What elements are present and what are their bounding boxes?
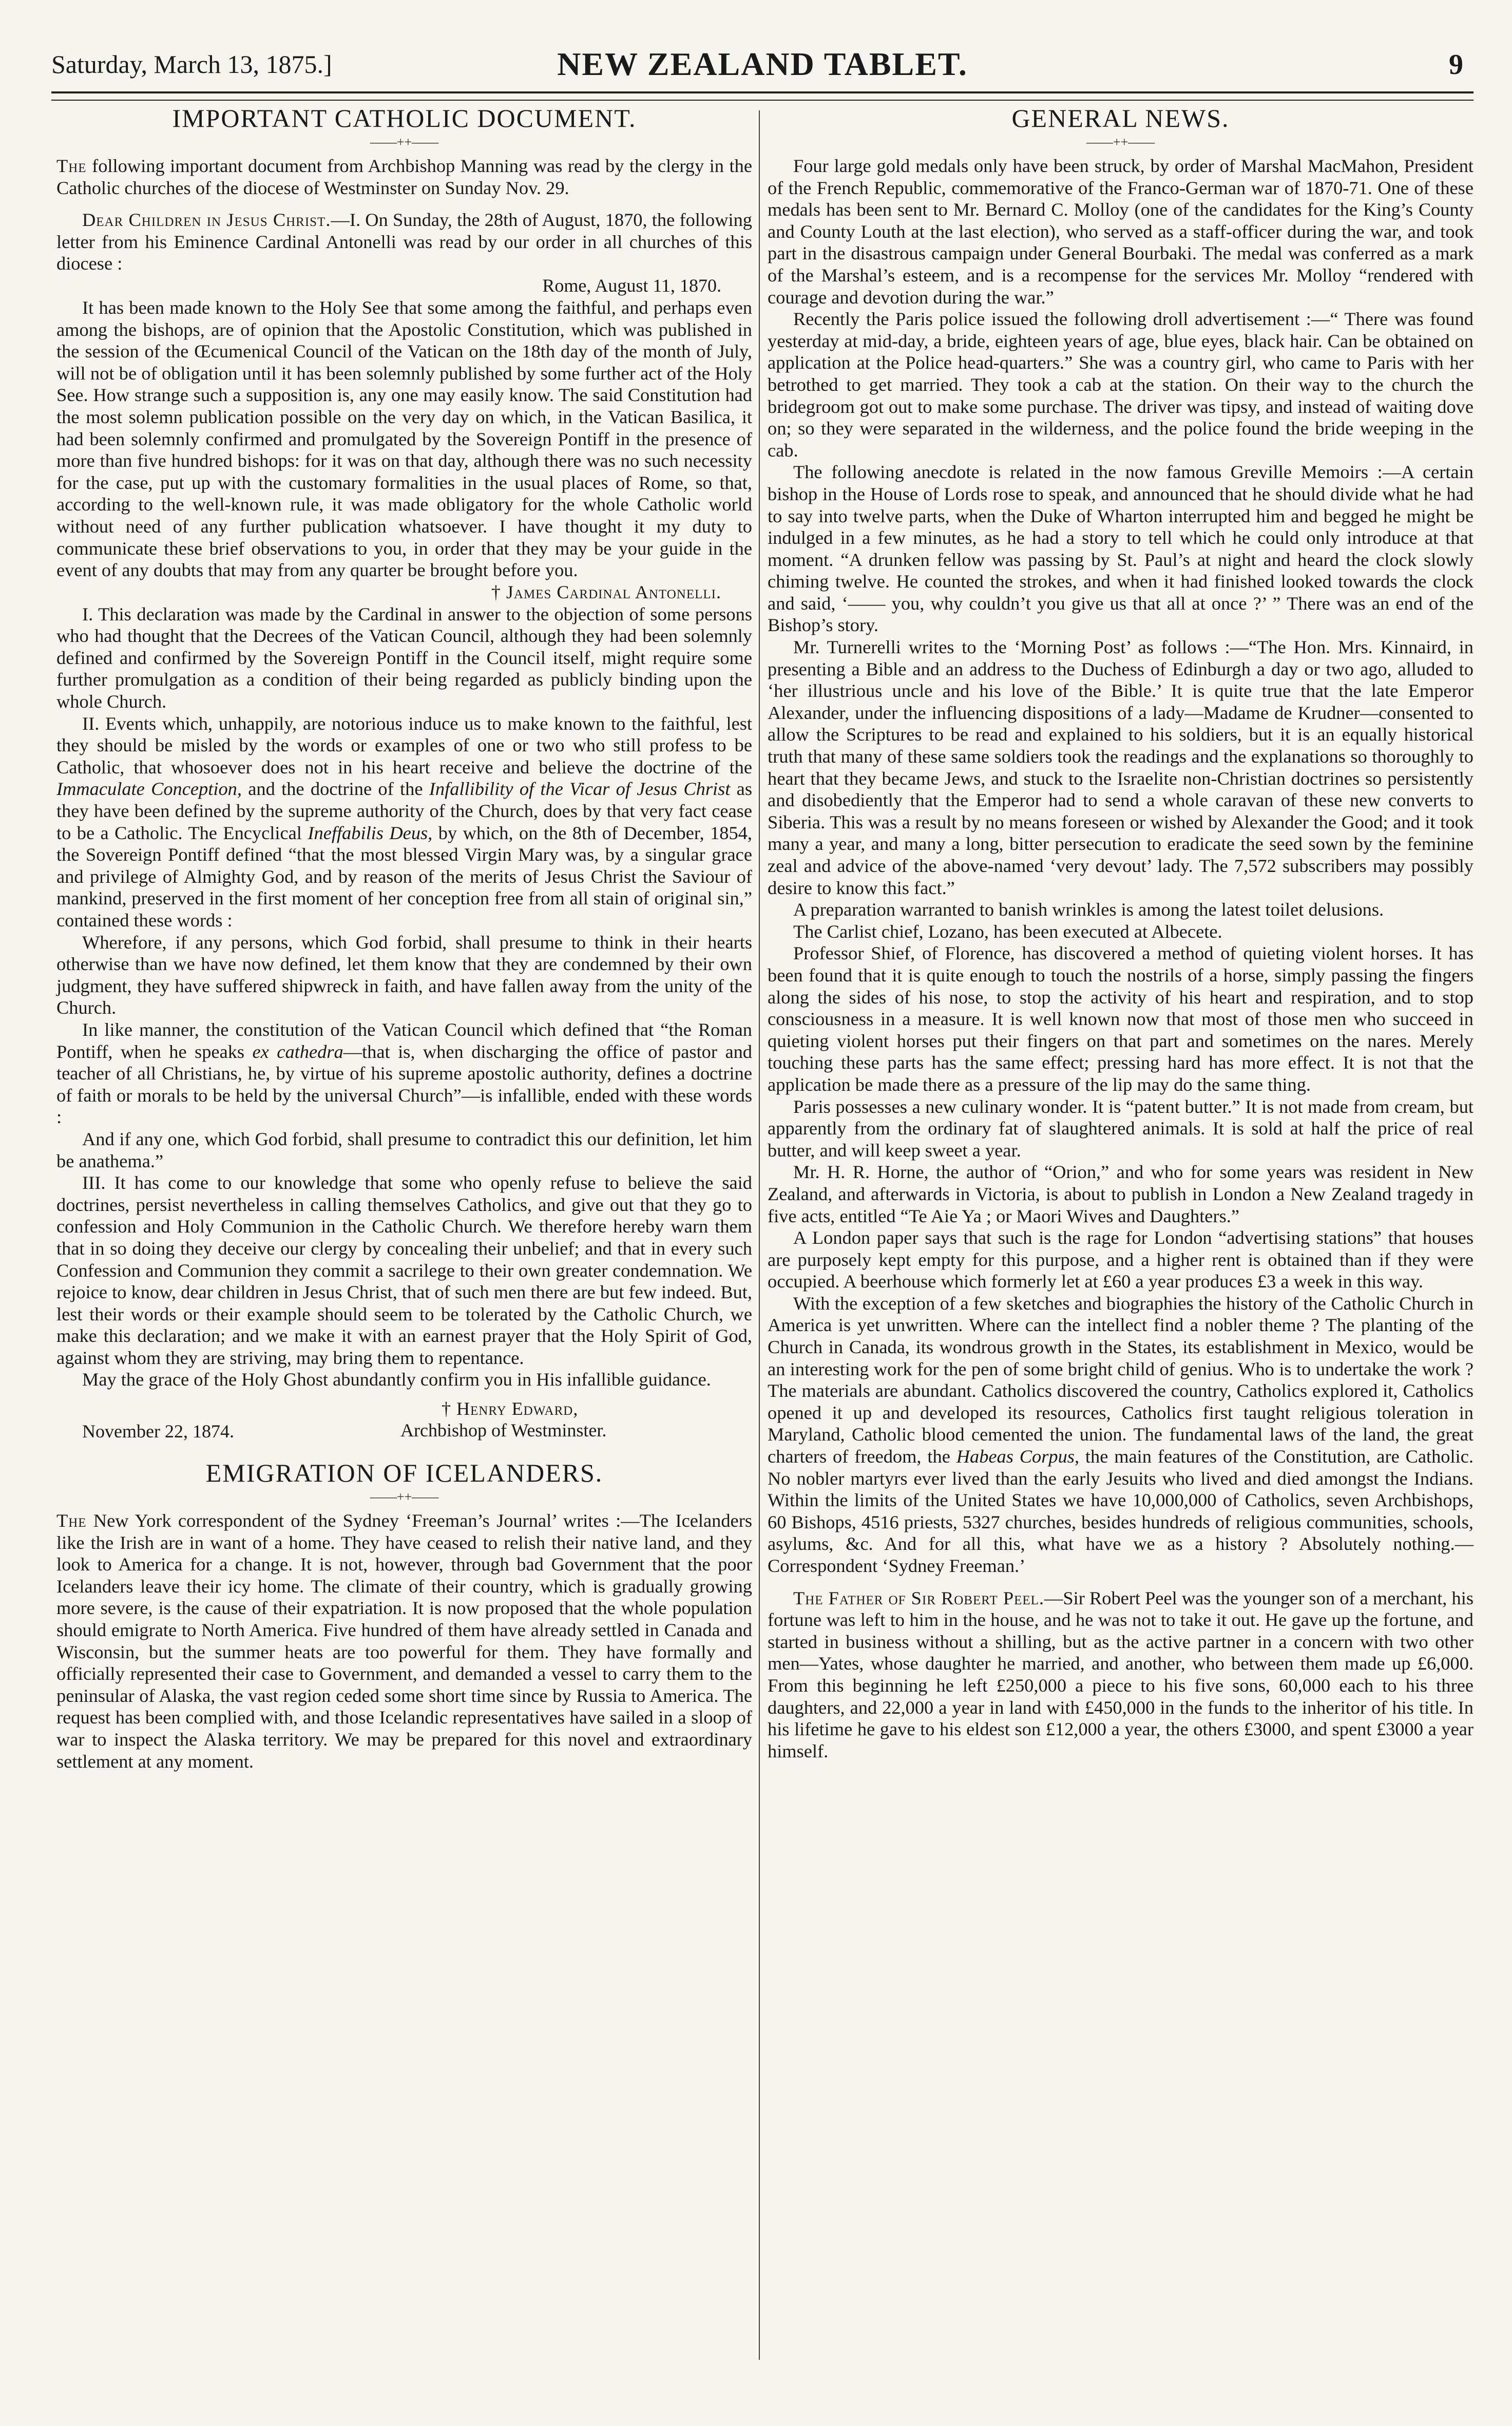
column-divider bbox=[759, 110, 760, 2360]
signature-title: Archbishop of Westminster. bbox=[400, 1420, 607, 1441]
news-item-shief: Professor Shief, of Florence, has discovered a method of quieting violent horses. It has been found that it is quite enough to touch the nostrils of a horse, simply passing the fingers along the sides of his nose, to stop the activity of his heart and respiration, and to stop consciousness in a measure. It is well known now that most of those men who succeed in quieting violent horses put their fingers on that part and sometimes on the nares. Merely touching these parts has the same effect; pressing hard has more effect. It is not that the application be made there as a pressure of the lip may do the same thing. bbox=[768, 943, 1473, 1095]
left-column bbox=[56, 102, 752, 1772]
issue-date: Saturday, March 13, 1875.] bbox=[51, 50, 332, 79]
news-item-turnerelli: Mr. Turnerelli writes to the ‘Morning Post’ as follows :—“The Hon. Mrs. Kinnaird, in presenting a Bible and an address to the Duchess of Edinburgh a day or two ago, alluded to ‘her illustrious uncle and his love of the Bible.’ It is quite true that the late Emperor Alexander, under the influencing dispositions of a lady—Madame de Krudner—consented to allow the Scriptures to be read and explained to his soldiers, but it is an equally historical truth that many of these same soldiers took the readings and the explanations so thoroughly to heart that they became Jews, and stuck to the Israelite non-Christian doctrines so persistently and disobediently that the Emperor had to send a whole caravan of these new converts to Siberia. This was a result by no means foreseen or wished by Alexander the Good; and it took many a year, and many a long, bitter persecution to eradicate the seed sown by the feminine zeal and advice of the above-named ‘very devout’ lady. The 7,572 subscribers may possibly desire to know this fact.” bbox=[768, 637, 1473, 898]
icelanders-paragraph: The New York correspondent of the Sydney ‘Freeman’s Journal’ writes :—The Icelanders like the Irish are in want of a home. They have ceased to relish their native land, and they look to America for a change. It is not, however, through bad Government that the poor Icelanders leave their icy home. The climate of their country, which is gradually growing more severe, is the cause of their expatriation. It is now proposed that the whole population should emigrate to North America. Five hundred of them have already settled in Canada and Wisconsin, but the summer heats are too powerful for them. They have formally and officially represented their case to Government, and demanded a vessel to carry them to the peninsular of Alaska, the vast region ceded some short time since by Russia to America. The request has been complied with, and those Icelandic representatives have sailed in a sloop of war to inspect the Alaska territory. We may be prepared for this novel and extraordinary settlement at any moment. bbox=[56, 1510, 752, 1772]
paragraph-like-manner: In like manner, the constitution of the Vatican Council which defined that “the Roman Pontiff, when he speaks ex cathedra—that is, when discharging the office of pastor and teacher of all Christians, he, by virtue of his supreme apostolic authority, defines a doctrine of faith or morals to be held by the universal Church”—is infallible, ended with these words : bbox=[56, 1019, 752, 1128]
signature-antonelli: † James Cardinal Antonelli. bbox=[491, 581, 721, 602]
paragraph-grace: May the grace of the Holy Ghost abundantly confirm you in His infallible guidance. bbox=[82, 1369, 711, 1390]
letter-body: It has been made known to the Holy See that some among the faithful, and perhaps even among the bishops, are of opinion that the Apostolic Constitution, which was published in the session of the Œcumenical Council of the Vatican on the 18th day of the month of July, will not be of obligation until it has been solemnly published by some further act of the Holy See. How strange such a supposition is, any one may easily know. The said Constitution had the most solemn publication possible on the very day on which, in the Vatican Basilica, it had been solemnly confirmed and promulgated by the Sovereign Pontiff in the presence of more than five hundred bishops: for it was on that day, although there was no such necessity for the case, put up with the customary formalities in the usual places of Rome, so that, according to the well-known rule, it was made obligatory for the whole Catholic world without need of any further publication whatsoever. I have thought it my duty to communicate these brief observations to you, in order that they may be your guide in the event of any doubts that may from any quarter be brought before you. bbox=[56, 297, 752, 581]
news-item-carlist: The Carlist chief, Lozano, has been executed at Albecete. bbox=[793, 921, 1222, 942]
news-item-butter: Paris possesses a new culinary wonder. It is “patent butter.” It is not made from cream, but apparently from the ordinary fat of slaughtered animals. It is sold at half the price of real butter, and will keep sweet a year. bbox=[768, 1096, 1473, 1161]
paragraph-anathema: And if any one, which God forbid, shall presume to contradict this our definition, let him be anathema.” bbox=[56, 1128, 752, 1171]
news-item-peel: The Father of Sir Robert Peel.—Sir Robert Peel was the younger son of a merchant, his fortune was left to him in the house, and he was not to take it out. He gave up the fortune, and started in business without a shilling, but as the active partner in a concern with two other men—Yates, whose daughter he married, and another, who between them made up £6,000. From this beginning he left £250,000 a piece to his five sons, 60,000 each to his three daughters, and 22,000 a year in land with £450,000 in the funds to the inheritor of his title. In his lifetime he gave to his eldest son £12,000 a year, the others £3000, and spent £3000 a year himself. bbox=[768, 1587, 1473, 1761]
salutation-paragraph: Dear Children in Jesus Christ.—I. On Sunday, the 28th of August, 1870, the following letter from his Eminence Cardinal Antonelli was read by our order in all churches of this diocese : bbox=[56, 210, 752, 274]
news-item-america: With the exception of a few sketches and biographies the history of the Catholic Church in America is yet unwritten. Where can the intellect find a nobler theme ? The planting of the Church in Canada, its wondrous growth in the States, its establishment in Mexico, would be an interesting work for the pen of some bright child of genius. Who is to undertake the work ? The materials are abundant. Catholics discovered the country, Catholics explored it, Catholics opened it up and developed its resources, Catholics first taught religious toleration in Maryland, Catholic blood cemented the union. The fundamental laws of the land, the great charters of freedom, the Habeas Corpus, the main features of the Constitution, are Catholic. No nobler martyrs ever lived than the early Jesuits who lived and died amongst the Indians. Within the limits of the United States we have 10,000,000 of Catholics, seven Archbishops, 60 Bishops, 4516 priests, 5327 churches, besides hundreds of religious communities, schools, asylums, &c. And for all this, what have we as a history ? Absolutely nothing.—Correspondent ‘Sydney Freeman.’ bbox=[768, 1293, 1473, 1576]
news-item-greville: The following anecdote is related in the now famous Greville Memoirs :—A certain bishop in the House of Lords rose to speak, and announced that he should divide what he had to say into twelve parts, when the Duke of Wharton interrupted him and begged he might be indulged in a few minutes, as he had a story to tell which he could only introduce at that moment. “A drunken fellow was passing by St. Paul’s at night and heard the clock slowly chiming twelve. He counted the strokes, and when it had finished looked towards the clock and said, ‘—— you, why couldn’t you give us that all at once ?’ ” There was an end of the Bishop’s story. bbox=[768, 462, 1473, 636]
signature-name: † Henry Edward, bbox=[442, 1398, 579, 1419]
newspaper-title: NEW ZEALAND TABLET. bbox=[557, 46, 968, 82]
article-headline: EMIGRATION OF ICELANDERS. bbox=[205, 1458, 603, 1488]
ornament-divider: ——++—— bbox=[370, 135, 439, 149]
paragraph-I: I. This declaration was made by the Cardinal in answer to the objection of some persons who had thought that the Decrees of the Vatican Council, although they had been solemnly defined and confirmed by the Sovereign Pontiff in the Council itself, might require some further promulgation as a condition of their being regarded as publicly binding upon the whole Church. bbox=[56, 603, 752, 712]
signature-block bbox=[56, 1394, 752, 1445]
paragraph-III: III. It has come to our knowledge that some who openly refuse to believe the said doctrines, persist nevertheless in calling themselves Catholics, and give out that they go to confession and Holy Communion in the Catholic Church. We therefore hereby warn them that in so doing they deceive our clergy by concealing their unbelief; and that in every such Confession and Communion they commit a sacrilege to their own greater condemnation. We rejoice to know, dear children in Jesus Christ, that of such men there are but few indeed. But, lest their words or their example should seem to be tolerated by the Catholic Church, we make this declaration; and we make it with an earnest prayer that the Holy Spirit of God, against whom they are striving, may bring them to repentance. bbox=[56, 1172, 752, 1368]
page-number: 9 bbox=[1449, 49, 1463, 81]
right-column bbox=[768, 102, 1473, 1762]
paragraph-wherefore: Wherefore, if any persons, which God forbid, shall presume to think in their hearts otherwise than we have now defined, let them know that they are condemned by their own judgment, they have suffered shipwreck in faith, and have fallen away from the unity of the Church. bbox=[56, 932, 752, 1018]
news-item-wrinkles: A preparation warranted to banish wrinkles is among the latest toilet delusions. bbox=[793, 899, 1384, 920]
masthead-rule bbox=[51, 91, 1473, 101]
masthead bbox=[51, 45, 1473, 86]
intro-paragraph: The following important document from Archbishop Manning was read by the clergy in the Catholic churches of the diocese of Westminster on Sunday Nov. 29. bbox=[56, 156, 752, 198]
article-headline: IMPORTANT CATHOLIC DOCUMENT. bbox=[172, 104, 637, 132]
news-item-medals: Four large gold medals only have been struck, by order of Marshal MacMahon, President of the French Republic, commemorative of the Franco-German war of 1870-71. One of these medals has been sent to Mr. Bernard C. Molloy (one of the candidates for the King’s County and County Louth at the last election), who served as a staff-officer during the war, and took part in the disastrous campaign under General Bourbaki. The medal was conferred as a mark of the Marshal’s esteem, and is a recompense for the services Mr. Molloy “rendered with courage and devotion during the war.” bbox=[768, 156, 1473, 308]
ornament-divider: ——++—— bbox=[370, 1489, 439, 1505]
ornament-divider: ——++—— bbox=[1086, 135, 1155, 149]
letter-place-date: Rome, August 11, 1870. bbox=[542, 275, 721, 296]
news-item-paris-police: Recently the Paris police issued the following droll advertisement :—“ There was found yesterday at mid-day, a bride, eighteen years of age, blue eyes, black hair. Can be obtained on application at the Police head-quarters.” She was a country girl, who came to Paris with her betrothed to get married. They took a cab at the station. On their way to the church the bridegroom got out to make some purchase. The driver was tipsy, and instead of waiting dove on; so they were separated in the wilderness, and the police found the bride weeping in the cab. bbox=[768, 309, 1473, 461]
section-headline: GENERAL NEWS. bbox=[1011, 104, 1230, 132]
news-item-london: A London paper says that such is the rage for London “advertising stations” that houses are purposely kept empty for this purpose, and a higher rent is obtained than if they were occupied. A beerhouse which formerly let at £60 a year produces £3 a week in this way. bbox=[768, 1227, 1473, 1292]
news-item-horne: Mr. H. R. Horne, the author of “Orion,” and who for some years was resident in New Zealand, and afterwards in Victoria, is about to publish in London a New Zealand tragedy in five acts, entitled “Te Aie Ya ; or Maori Wives and Daughters.” bbox=[768, 1162, 1473, 1226]
signature-date: November 22, 1874. bbox=[82, 1421, 234, 1442]
paragraph-II: II. Events which, unhappily, are notorious induce us to make known to the faithful, lest they should be misled by the words or examples of one or two who still profess to be Catholic, that whosoever does not in his heart receive and believe the doctrine of the Immaculate Conception, and the doctrine of the Infallibility of the Vicar of Jesus Christ as they have been defined by the supreme authority of the Church, does by that very fact cease to be a Catholic. The Encyclical Ineffabilis Deus, by which, on the 8th of December, 1854, the Sovereign Pontiff defined “that the most blessed Virgin Mary was, by a singular grace and privilege of Almighty God, and by reason of the merits of Jesus Christ the Saviour of mankind, preserved in the first moment of her conception free from all stain of original sin,” contained these words : bbox=[56, 713, 752, 931]
